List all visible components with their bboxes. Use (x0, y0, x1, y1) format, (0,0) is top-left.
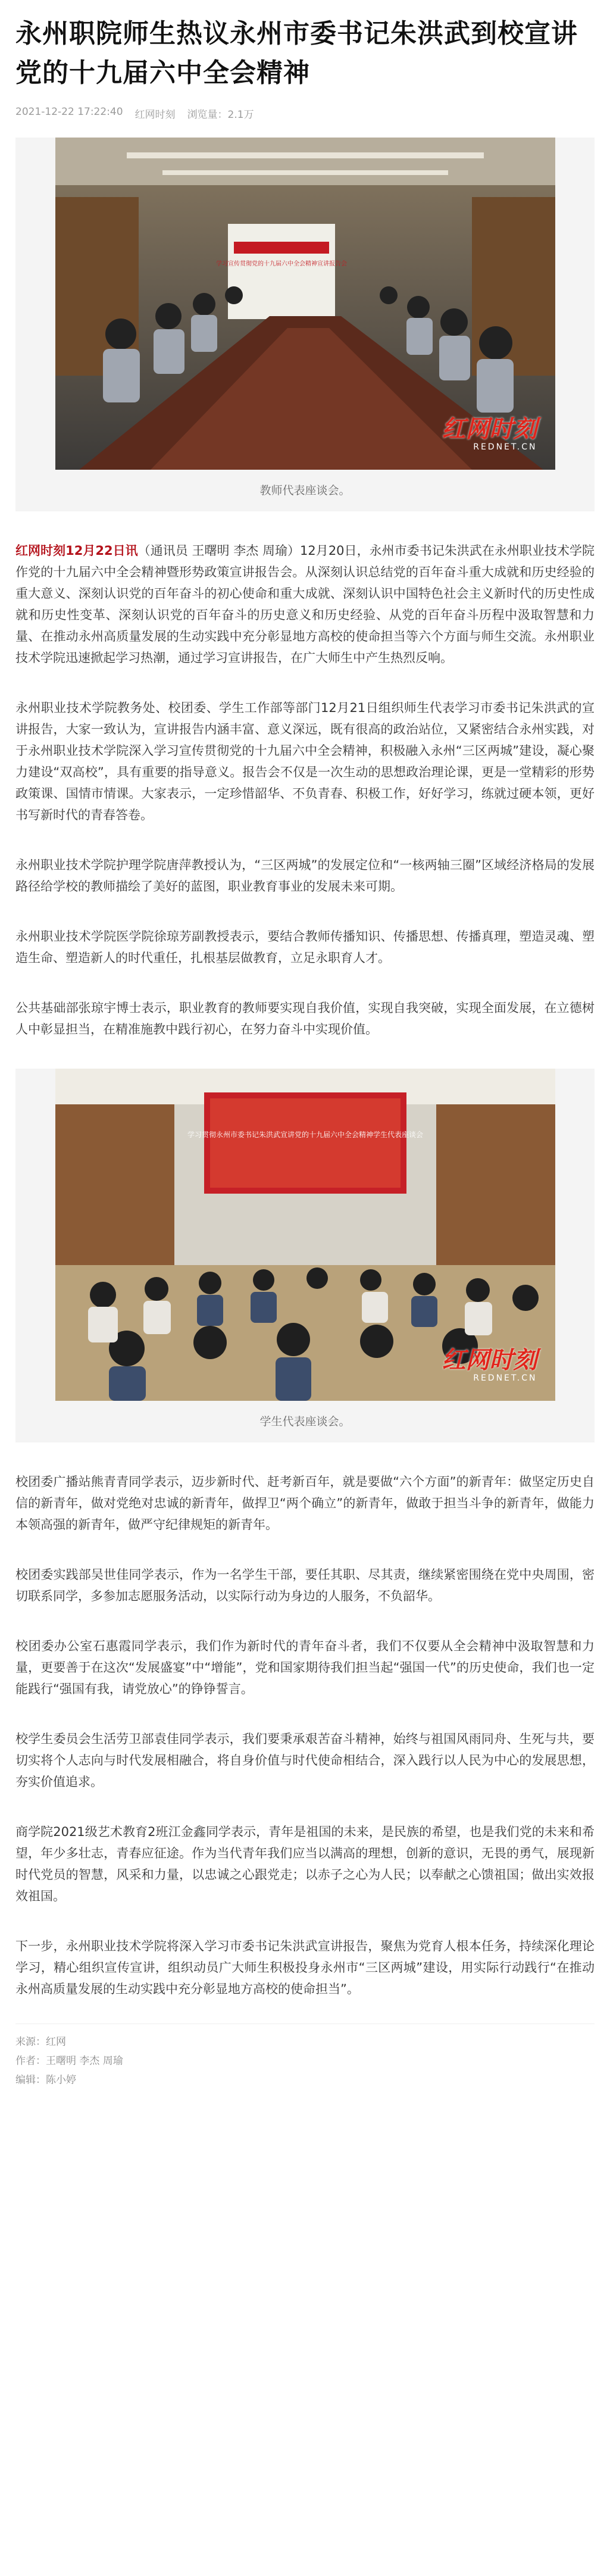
paragraph: 校学生委员会生活劳卫部袁佳同学表示，我们要秉承艰苦奋斗精神，始终与祖国风雨同舟、生死与共，要切实将个人志向与时代发展相融合，将自身价值与时代使命相结合，深入践行以人民为中心的发展思想，夯实价值追求。 (15, 1732, 595, 1789)
footer-author: 作者：王曙明 李杰 周瑜 (15, 2055, 123, 2067)
screen-text: 学习贯彻永州市委书记朱洪武宣讲党的十九届六中全会精神学生代表座谈会 (187, 1131, 423, 1139)
footer-source: 来源：红网 (15, 2036, 66, 2048)
article-footer (15, 2032, 595, 2090)
screen-text: 学习宣传贯彻党的十九届六中全会精神宣讲报告会 (215, 261, 347, 267)
lead-body: （通讯员 王曙明 李杰 周瑜）12月20日，永州市委书记朱洪武在永州职业技术学院作党的十九届六中全会精神暨形势政策宣讲报告会。从深刻认识总结党的百年奋斗重大成就和历史经验的重大意义、深刻认识党的百年奋斗的初心使命和重大成就、深刻认识中国特色社会主义新时代的历史性成就和历史性变革、深刻认识党的百年奋斗的历史意义和历史经验、从党的百年奋斗历程中汲取智慧和力量、在推动永州高质量发展的生动实践中充分彰显地方高校的使命担当等六个方面与师生交流。永州职业技术学院迅速掀起学习热潮，通过学习宣讲报告，在广大师生中产生热烈反响。 (15, 544, 595, 665)
article-meta (15, 106, 595, 121)
footer-editor: 编辑：陈小婷 (15, 2074, 76, 2086)
watermark-logo (442, 416, 537, 452)
photo-caption: 教师代表座谈会。 (259, 484, 351, 497)
photo-block-students (15, 1069, 595, 1442)
paragraph: 商学院2021级艺术教育2班江金鑫同学表示，青年是祖国的未来，是民族的希望，也是我们党的未来和希望，年少多壮志，青春应征途。作为当代青年我们应当以满高的理想，创新的意识，无畏的勇气，展现新时代党员的智慧，风采和力量，以忠诚之心跟党走；以赤子之心为人民；以奉献之心馈祖国；做出实效报效祖国。 (15, 1825, 595, 1903)
logo-sub: REDNET.CN (473, 1373, 537, 1383)
paragraph: 永州职业技术学院医学院徐琼芳副教授表示，要结合教师传播知识、传播思想、传播真理，塑造灵魂、塑造生命、塑造新人的时代重任，扎根基层做教育，立足永职育人才。 (15, 929, 595, 965)
photo-block-teachers (15, 138, 595, 511)
paragraph: 校团委广播站熊青青同学表示，迈步新时代、赶考新百年，就是要做“六个方面”的新青年：做坚定历史自信的新青年，做对党绝对忠诚的新青年，做捍卫“两个确立”的新青年，做敢于担当斗争的新青年，做能力本领高强的新青年，做严守纪律规矩的新青年。 (15, 1475, 595, 1532)
logo-sub: REDNET.CN (473, 442, 537, 452)
dateline: 红网时刻12月22日讯 (15, 544, 138, 558)
photo-teachers-meeting[interactable] (55, 138, 555, 470)
paragraph: 校团委实践部吴世佳同学表示，作为一名学生干部，要任其职、尽其责，继续紧密围绕在党中央周围，密切联系同学，多参加志愿服务活动，以实际行动为身边的人服务，不负韶华。 (15, 1568, 595, 1603)
paragraph: 公共基础部张琼宇博士表示，职业教育的教师要实现自我价值，实现自我突破，实现全面发展，在立德树人中彰显担当，在精准施教中践行初心，在努力奋斗中实现价值。 (15, 1001, 595, 1036)
publish-time: 2021-12-22 17:22:40 (15, 106, 123, 118)
paragraph: 下一步，永州职业技术学院将深入学习市委书记朱洪武宣讲报告，聚焦为党育人根本任务，持续深化理论学习，精心组织宣传宣讲，组织动员广大师生积极投身永州市“三区两城”建设，用实际行动践行“在推动永州高质量发展的生动实践中充分彰显地方高校的使命担当”。 (15, 1939, 595, 1996)
article (15, 0, 595, 2090)
photo-students-meeting[interactable] (55, 1069, 555, 1401)
watermark-logo (442, 1347, 537, 1383)
paragraph: 永州职业技术学院教务处、校团委、学生工作部等部门12月21日组织师生代表学习市委书记朱洪武的宣讲报告，大家一致认为，宣讲报告内涵丰富、意义深远，既有很高的政治站位，又紧密结合永州实践，对于永州职业技术学院深入学习宣传贯彻党的十九届六中全会精神，积极融入永州“三区两城”建设，凝心聚力建设“双高校”，具有重要的指导意义。报告会不仅是一次生动的思想政治理论课，更是一堂精彩的形势政策课、国情市情课。大家表示，一定珍惜韶华、不负青春、积极工作，好好学习，练就过硬本领，更好书写新时代的青春答卷。 (15, 701, 595, 822)
paragraph: 校团委办公室石惠霞同学表示，我们作为新时代的青年奋斗者，我们不仅要从全会精神中汲取智慧和力量，更要善于在这次“发展盛宴”中“增能”，党和国家期待我们担当起“强国一代”的历史使命，我们也一定能践行“强国有我，请党放心”的铮铮誓言。 (15, 1639, 595, 1696)
paragraph: 永州职业技术学院护理学院唐萍教授认为，“三区两城”的发展定位和“一核两轴三圈”区域经济格局的发展路径给学校的教师描绘了美好的蓝图，职业教育事业的发展未来可期。 (15, 858, 595, 894)
source-label: 红网时刻 (134, 109, 176, 121)
view-count: 浏览量：2.1万 (187, 109, 254, 121)
logo-main: 红网时刻 (442, 416, 537, 443)
article-title: 永州职院师生热议永州市委书记朱洪武到校宣讲党的十九届六中全会精神 (15, 18, 578, 88)
lead-paragraph (15, 540, 595, 669)
logo-main: 红网时刻 (442, 1347, 537, 1374)
photo-caption: 学生代表座谈会。 (259, 1415, 351, 1428)
